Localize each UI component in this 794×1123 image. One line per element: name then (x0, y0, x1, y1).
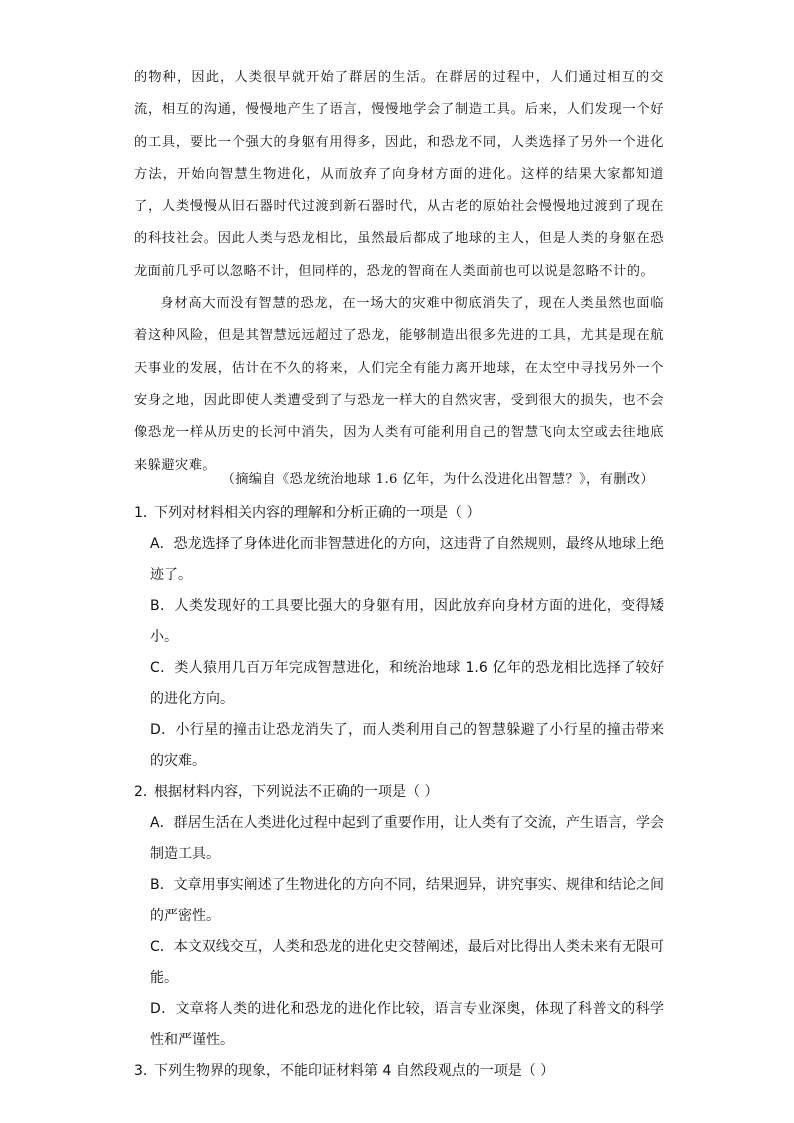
question-2 (134, 777, 664, 1056)
passage-source: （摘编自《恐龙统治地球 1.6 亿年，为什么没进化出智慧？》，有删改） (221, 472, 654, 487)
question-3 (134, 1056, 664, 1087)
option-d[interactable]: D．文章将人类的进化和恐龙的进化作比较，语言专业深奥，体现了科普文的科学性和严谨性。 (150, 1001, 664, 1048)
option-d[interactable]: D．小行星的撞击让恐龙消失了，而人类利用自己的智慧躲避了小行星的撞击带来的灾难。 (150, 722, 664, 769)
question-text: 下列生物界的现象，不能印证材料第 4 自然段观点的一项是（ ） (154, 1063, 555, 1079)
question-text: 下列对材料相关内容的理解和分析正确的一项是（ ） (154, 505, 481, 521)
question-list (134, 498, 664, 1087)
question-text: 根据材料内容，下列说法不正确的一项是（ ） (154, 784, 439, 800)
question-number: 2． (134, 784, 157, 800)
passage-paragraph: 的物种，因此，人类很早就开始了群居的生活。在群居的过程中，人们通过相互的交流，相互的沟通，慢慢地产生了语言，慢慢地学会了制造工具。后来，人们发现一个好的工具，要比一个强大的身躯有用得多，因此，和恐龙不同，人类选择了另外一个进化方法，开始向智慧生物进化，从而放弃了向身材方面的进化。这样的结果大家都知道了，人类慢慢从旧石器时代过渡到新石器时代，从古老的原始社会慢慢地过渡到了现在的科技社会。因此人类与恐龙相比，虽然最后都成了地球的主人，但是人类的身躯在恐龙面前几乎可以忽略不计，但同样的，恐龙的智商在人类面前也可以说是忽略不计的。 (134, 70, 664, 279)
question-1 (134, 498, 664, 777)
option-a[interactable]: A．恐龙选择了身体进化而非智慧进化的方向，这违背了自然规则，最终从地球上绝迹了。 (150, 536, 664, 583)
question-number: 1． (134, 505, 157, 521)
question-stem (134, 498, 664, 529)
question-stem (134, 1056, 664, 1087)
option-a[interactable]: A．群居生活在人类进化过程中起到了重要作用，让人类有了交流，产生语言，学会制造工具。 (150, 815, 664, 862)
option-c[interactable]: C．本文双线交互，人类和恐龙的进化史交替阐述，最后对比得出人类未来有无限可能。 (150, 939, 664, 986)
option-b[interactable]: B．人类发现好的工具要比强大的身躯有用，因此放弃向身材方面的进化，变得矮小。 (150, 598, 664, 645)
reading-passage (134, 62, 664, 482)
option-c[interactable]: C．类人猿用几百万年完成智慧进化，和统治地球 1.6 亿年的恐龙相比选择了较好的进化方向。 (150, 660, 664, 707)
option-b[interactable]: B．文章用事实阐述了生物进化的方向不同，结果迥异，讲究事实、规律和结论之间的严密性。 (150, 877, 664, 924)
question-number: 3． (134, 1063, 157, 1079)
question-stem (134, 777, 664, 808)
passage-paragraph: 身材高大而没有智慧的恐龙，在一场大的灾难中彻底消失了，现在人类虽然也面临着这种风险，但是其智慧远远超过了恐龙，能够制造出很多先进的工具，尤其是现在航天事业的发展，估计在不久的将来，人们完全有能力离开地球，在太空中寻找另外一个安身之地，因此即使人类遭受到了与恐龙一样大的自然灾害，受到很大的损失，也不会像恐龙一样从历史的长河中消失，因为人类有可能利用自己的智慧飞向太空或去往地底来躲避灾难。 (134, 296, 664, 473)
